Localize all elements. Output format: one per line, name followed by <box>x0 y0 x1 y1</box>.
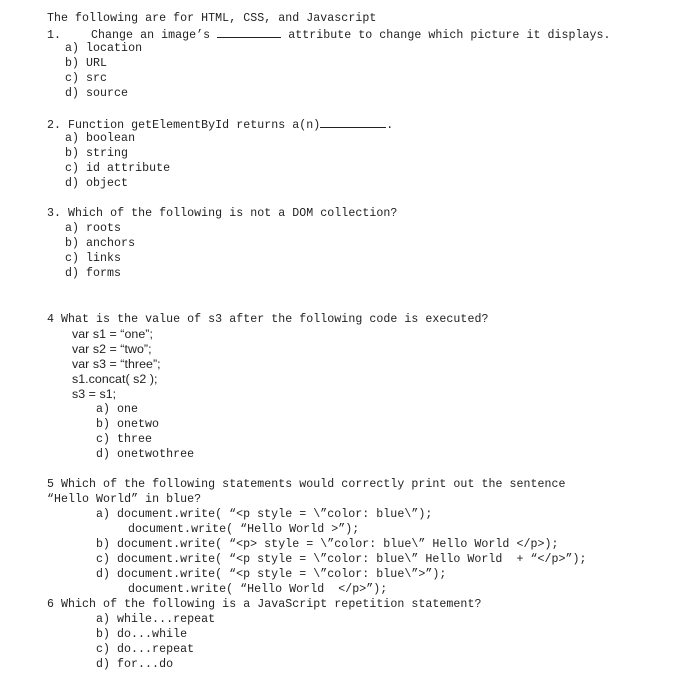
question-1-text-before: Change an image’s <box>91 29 211 42</box>
question-2-text: 2. Function getElementById returns a(n) <box>47 119 321 132</box>
question-6: 6 Which of the following is a JavaScript repetition statement? <box>47 598 482 611</box>
question-1-option-d: d) source <box>65 87 129 100</box>
question-2-end: . <box>386 119 394 132</box>
question-6-option-c: c) do...repeat <box>96 643 195 656</box>
question-4-code-line: s1.concat( s2 ); <box>72 372 158 386</box>
question-2-option-c: c) id attribute <box>65 162 171 175</box>
question-4-option-d: d) onetwothree <box>96 448 195 461</box>
question-5-option-c: c) document.write( “<p style = \”color: blue\” Hello World + “</p>”); <box>96 553 587 566</box>
question-2-blank <box>320 116 386 128</box>
question-2-option-a: a) boolean <box>65 132 136 145</box>
question-4-code-line: var s2 = “two”; <box>72 342 152 356</box>
question-1-option-b: b) URL <box>65 57 108 70</box>
question-5-option-a-cont: document.write( “Hello World >”); <box>128 523 360 536</box>
question-3-option-a: a) roots <box>65 222 122 235</box>
question-1-option-a: a) location <box>65 42 143 55</box>
question-1-option-c: c) src <box>65 72 108 85</box>
question-3-option-b: b) anchors <box>65 237 136 250</box>
question-4-option-c: c) three <box>96 433 153 446</box>
question-6-option-a: a) while...repeat <box>96 613 216 626</box>
question-5-option-a: a) document.write( “<p style = \”color: blue\”); <box>96 508 433 521</box>
question-4: 4 What is the value of s3 after the following code is executed? <box>47 313 489 326</box>
intro-heading: The following are for HTML, CSS, and Javascript <box>47 12 377 25</box>
question-2 <box>47 116 393 131</box>
question-3-option-d: d) forms <box>65 267 122 280</box>
question-1-number: 1. <box>47 29 62 42</box>
question-4-code-line: s3 = s1; <box>72 387 117 401</box>
question-1-blank <box>217 26 281 38</box>
question-3-option-c: c) links <box>65 252 122 265</box>
question-6-option-d: d) for...do <box>96 658 174 671</box>
question-5-option-d-cont: document.write( “Hello World </p>”); <box>128 583 388 596</box>
question-1 <box>47 26 611 41</box>
question-6-option-b: b) do...while <box>96 628 188 641</box>
question-5-option-d: d) document.write( “<p style = \”color: blue\”>”); <box>96 568 447 581</box>
question-4-code-line: var s3 = “three”; <box>72 357 161 371</box>
question-4-option-b: b) onetwo <box>96 418 160 431</box>
question-5-option-b: b) document.write( “<p> style = \”color: blue\” Hello World </p>); <box>96 538 559 551</box>
question-4-code-line: var s1 = “one”; <box>72 327 153 341</box>
question-3: 3. Which of the following is not a DOM collection? <box>47 207 398 220</box>
question-5-line-1: 5 Which of the following statements would correctly print out the sentence <box>47 478 566 491</box>
question-1-text-after: attribute to change which picture it displays. <box>288 29 611 42</box>
question-2-option-b: b) string <box>65 147 129 160</box>
question-5-line-2: “Hello World” in blue? <box>47 493 202 506</box>
question-2-option-d: d) object <box>65 177 129 190</box>
question-4-option-a: a) one <box>96 403 139 416</box>
